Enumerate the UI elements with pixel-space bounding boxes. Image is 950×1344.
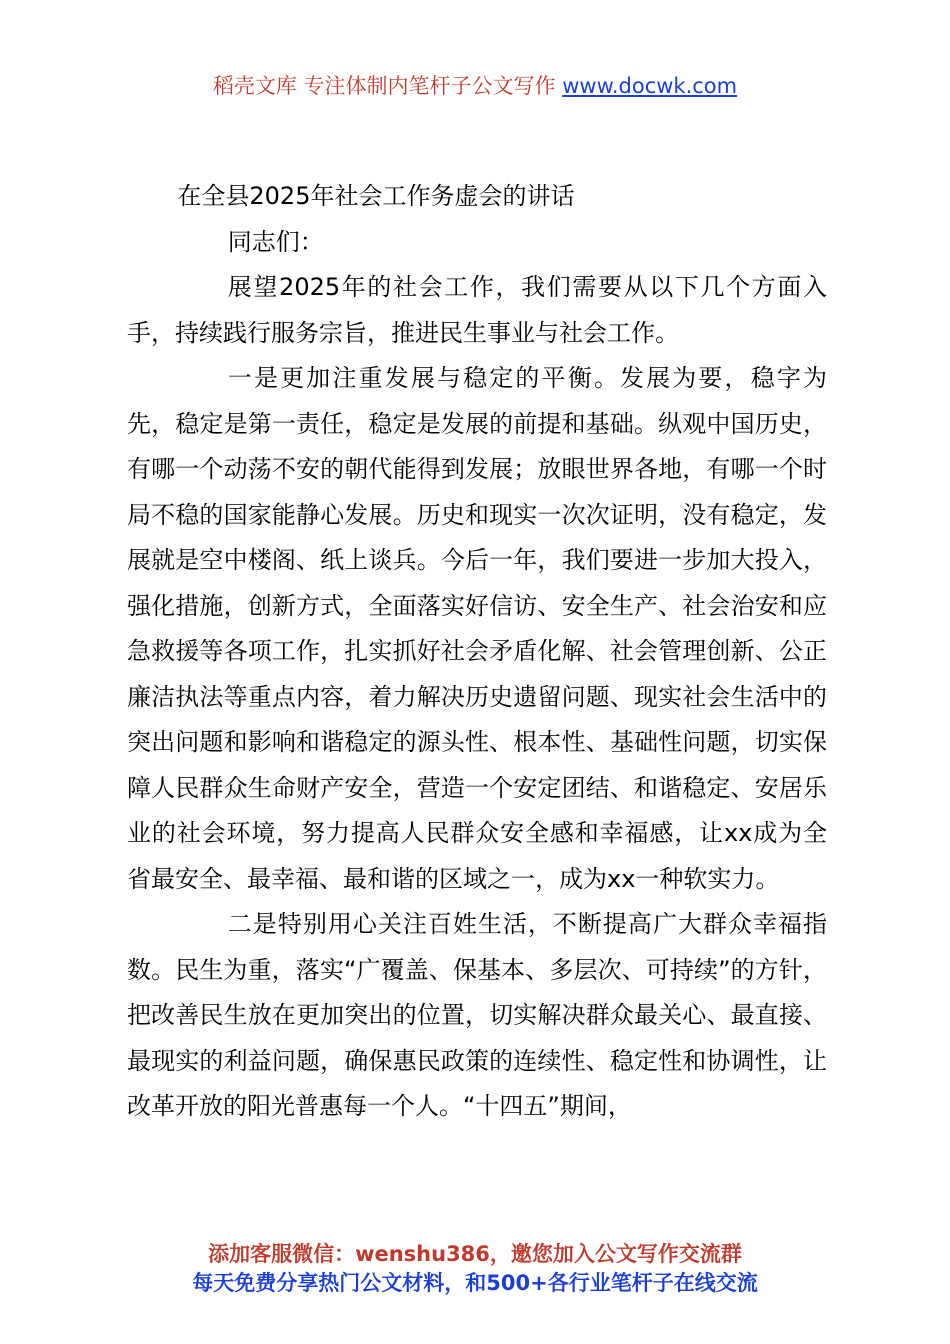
page-header bbox=[0, 70, 950, 100]
document-greeting: 同志们： bbox=[227, 227, 324, 256]
document-title: 在全县2025年社会工作务虚会的讲话 bbox=[177, 182, 575, 210]
footer-share-line: 每天免费分享热门公文材料，和500+各行业笔杆子在线交流 bbox=[192, 1271, 758, 1295]
footer-wechat-line: 添加客服微信：wenshu386，邀您加入公文写作交流群 bbox=[208, 1242, 742, 1266]
paragraph-livelihood: 二是特别用心关注百姓生活，不断提高广大群众幸福指数。民生为重，落实“广覆盖、保基本、多层次、可持续”的方针，把改善民生放在更加突出的位置，切实解决群众最关心、最直接、最现实的利益问题，确保惠民政策的连续性、稳定性和协调性，让改革开放的阳光普惠每一个人。“十四五”期间， bbox=[127, 910, 827, 1120]
header-url-link[interactable]: www.docwk.com bbox=[562, 74, 738, 98]
header-brand-text: 稻壳文库 专注体制内笔杆子公文写作 bbox=[212, 74, 556, 98]
paragraph-stability: 一是更加注重发展与稳定的平衡。发展为要，稳字为先，稳定是第一责任，稳定是发展的前提和基础。纵观中国历史，有哪一个动荡不安的朝代能得到发展；放眼世界各地，有哪一个时局不稳的国家能静心发展。历史和现实一次次证明，没有稳定，发展就是空中楼阁、纸上谈兵。今后一年，我们要进一步加大投入，强化措施，创新方式，全面落实好信访、安全生产、社会治安和应急救援等各项工作，扎实抓好社会矛盾化解、社会管理创新、公正廉洁执法等重点内容，着力解决历史遗留问题、现实社会生活中的突出问题和影响和谐稳定的源头性、根本性、基础性问题，切实保障人民群众生命财产安全，营造一个安定团结、和谐稳定、安居乐业的社会环境，努力提高人民群众安全感和幸福感，让xx成为全省最安全、最幸福、最和谐的区域之一，成为xx一种软实力。 bbox=[127, 364, 827, 893]
document-body bbox=[127, 174, 827, 1130]
page-footer bbox=[0, 1240, 950, 1298]
paragraph-intro: 展望2025年的社会工作，我们需要从以下几个方面入手，持续践行服务宗旨，推进民生事业与社会工作。 bbox=[127, 273, 827, 347]
